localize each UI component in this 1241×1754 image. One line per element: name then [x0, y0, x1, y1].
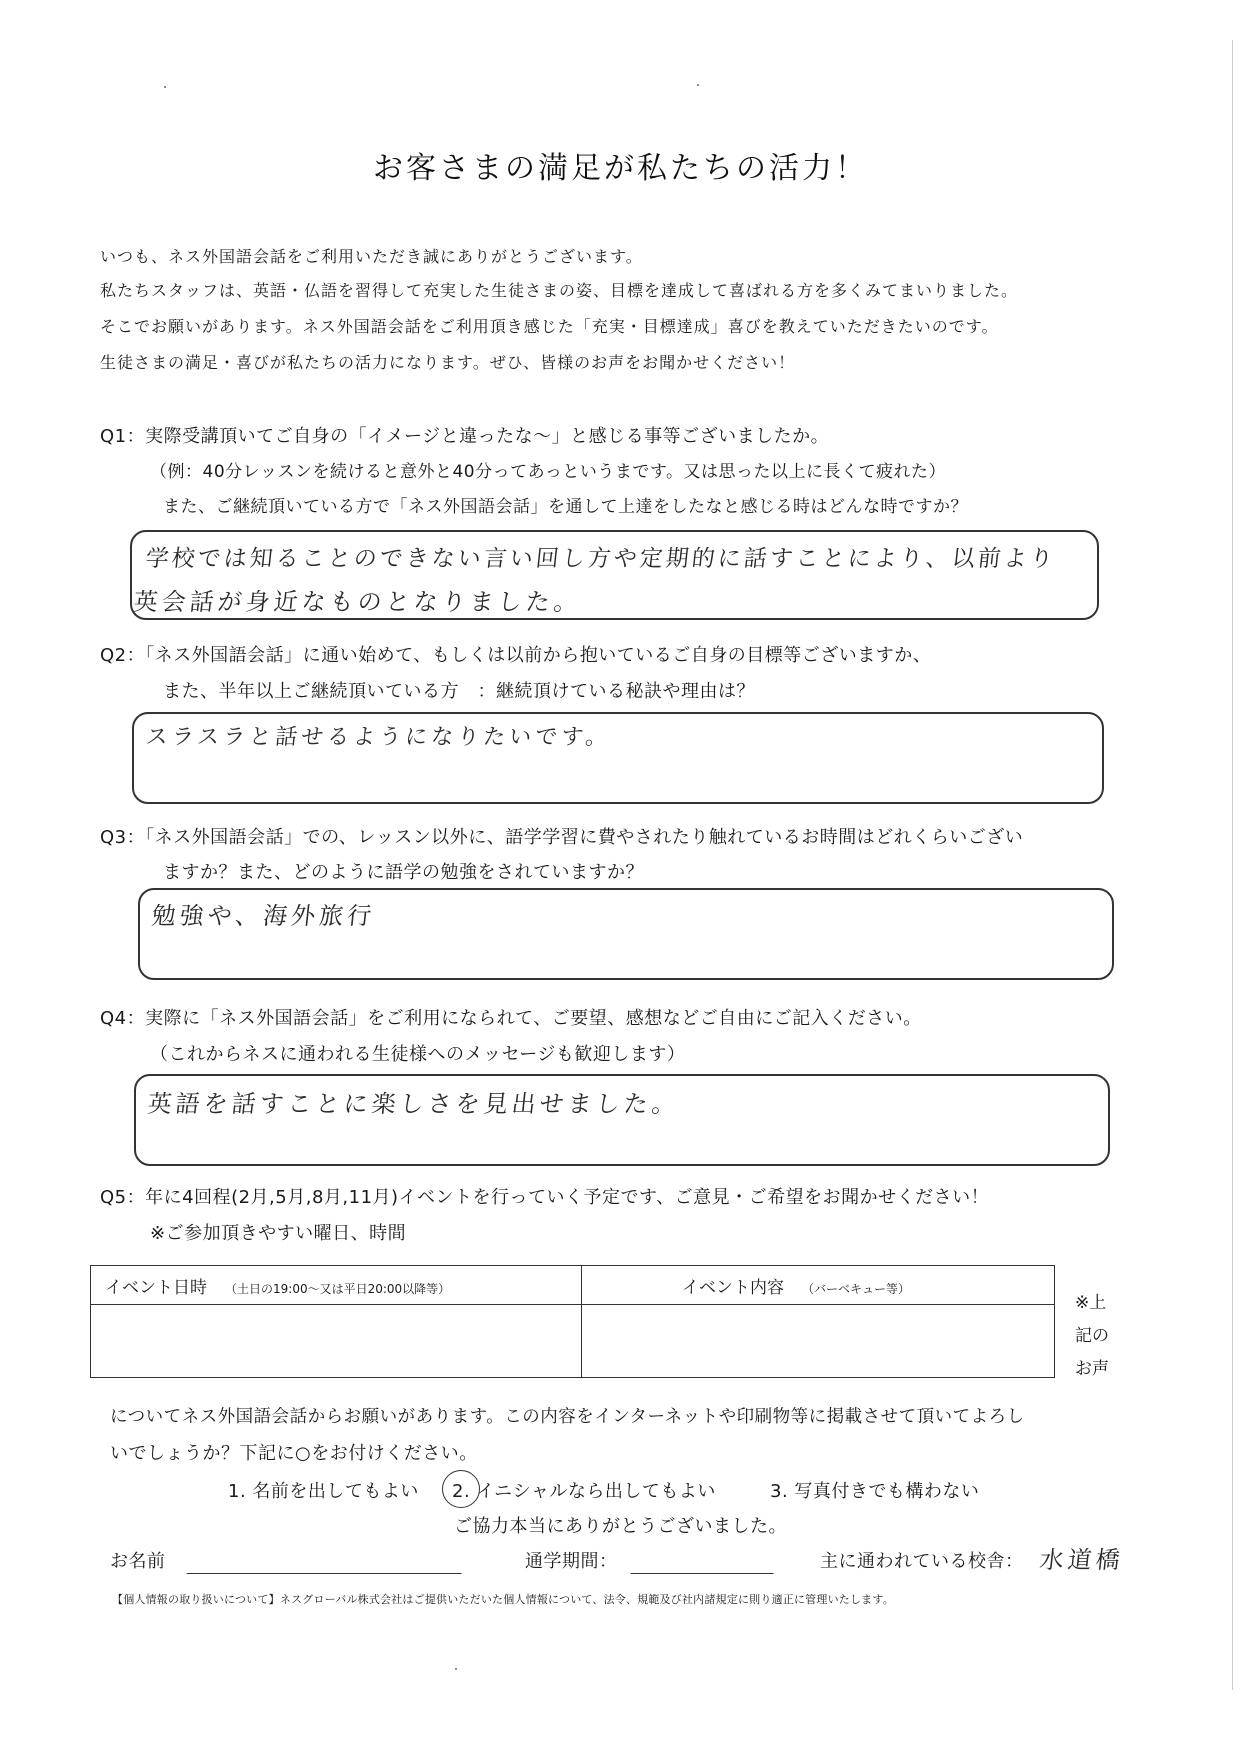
intro-line-4: 生徒さまの満足・喜びが私たちの活力になります。ぜひ、皆様のお声をお聞かせください！: [100, 353, 796, 372]
event-content-input[interactable]: [582, 1305, 1055, 1378]
event-content-note: （バーベキュー等）: [802, 1281, 911, 1296]
q2-answer: スラスラと話せるようになりたいです。: [144, 725, 613, 750]
q3-followup: ますか？また、どのように語学の勉強をされていますか？: [163, 862, 644, 883]
name-field[interactable]: [187, 1547, 465, 1574]
q5-subnote: ※ご参加頂きやすい曜日、時間: [150, 1223, 407, 1244]
intro-line-3: そこでお願いがあります。ネス外国語会話をご利用頂き感じた「充実・目標達成」喜びを教えていただきたいのです。: [100, 317, 999, 336]
q1-answer-line-2: 英会話が身近なものとなりました。: [132, 588, 584, 616]
event-datetime-label: イベント日時: [105, 1277, 207, 1298]
thanks-message: ご協力本当にありがとうございました。: [454, 1516, 787, 1537]
consent-option-2[interactable]: 2. イニシャルなら出してもよい: [452, 1481, 716, 1502]
event-table-header: [91, 1266, 1055, 1305]
scan-speck: [455, 1668, 457, 1670]
q1-example: （例：40分レッスンを続けると意外と40分ってあっというまです。又は思った以上に長くて疲れた）: [150, 462, 947, 482]
consent-side-note: [1075, 1287, 1119, 1386]
school-label: 主に通われている校舎：: [820, 1551, 1024, 1572]
event-content-label: イベント内容: [682, 1277, 784, 1298]
event-datetime-input[interactable]: [91, 1305, 582, 1378]
intro-line-2: 私たちスタッフは、英語・仏語を習得して充実した生徒さまの姿、目標を達成して喜ばれる方を多くみてまいりました。: [100, 281, 1019, 300]
period-label: 通学期間：: [525, 1551, 618, 1572]
q4-answer: 英語を話すことに楽しさを見出せました。: [146, 1090, 682, 1118]
event-content-header: [582, 1266, 1055, 1305]
school-field[interactable]: 水道橋: [1038, 1546, 1126, 1574]
event-datetime-note: （土日の19:00～又は平日20:00以降等）: [225, 1281, 451, 1296]
period-field[interactable]: [631, 1547, 777, 1574]
consent-option-3[interactable]: 3. 写真付きでも構わない: [770, 1481, 980, 1502]
q2-question: Q2：「ネス外国語会話」に通い始めて、もしくは以前から抱いているご自身の目標等ございますか、: [100, 645, 932, 666]
q3-question: Q3：「ネス外国語会話」での、レッスン以外に、語学学習に費やされたり触れているお時間はどれくらいござい: [100, 827, 1024, 848]
event-table-entry-row: [91, 1305, 1055, 1378]
scan-speck: [697, 84, 699, 86]
consent-side-note-line: ※上: [1075, 1293, 1107, 1313]
q2-followup: また、半年以上ご継続頂いている方 ：継続頂けている秘訣や理由は？: [163, 681, 755, 702]
name-label: お名前: [110, 1551, 166, 1572]
selected-option-circle: [442, 1470, 480, 1508]
consent-request-line-1: についてネス外国語会話からお願いがあります。この内容をインターネットや印刷物等に掲載させて頂いてよろし: [110, 1407, 1025, 1427]
scan-speck: [164, 86, 166, 88]
consent-side-note-line: 記の: [1075, 1326, 1109, 1346]
q5-question: Q5：年に4回程(2月,5月,8月,11月)イベントを行っていく予定です、ご意見・ご希望をお聞かせください！: [100, 1187, 990, 1208]
intro-line-1: いつも、ネス外国語会話をご利用いただき誠にありがとうございます。: [100, 247, 643, 266]
event-datetime-header: [91, 1266, 582, 1305]
q4-question: Q4：実際に「ネス外国語会話」をご利用になられて、ご要望、感想などご自由にご記入ください。: [100, 1008, 922, 1029]
q4-followup: （これからネスに通われる生徒様へのメッセージも歓迎します）: [150, 1044, 686, 1065]
q1-answer-line-1: 学校では知ることのできない言い回し方や定期的に話すことにより、以前より: [144, 546, 1058, 572]
privacy-note: 【個人情報の取り扱いについて】ネスグローバル株式会社はご提供いただいた個人情報について、法令、規範及び社内諸規定に則り適正に管理いたします。: [112, 1593, 894, 1606]
consent-request-line-2: いでしょうか？下記に○をお付けください。: [110, 1443, 478, 1464]
page-title: お客さまの満足が私たちの活力！: [373, 151, 868, 186]
q1-question: Q1：実際受講頂いてご自身の「イメージと違ったな～」と感じる事等ございましたか。: [100, 426, 830, 447]
consent-side-note-line: お声: [1075, 1359, 1109, 1379]
consent-option-1[interactable]: 1. 名前を出してもよい: [228, 1481, 419, 1502]
page-edge-line: [1232, 40, 1233, 1690]
q1-followup: また、ご継続頂いている方で「ネス外国語会話」を通して上達をしたなと感じる時はどんな時ですか？: [163, 497, 968, 517]
q3-answer: 勉強や、海外旅行: [150, 902, 377, 930]
event-table: [90, 1265, 1055, 1378]
